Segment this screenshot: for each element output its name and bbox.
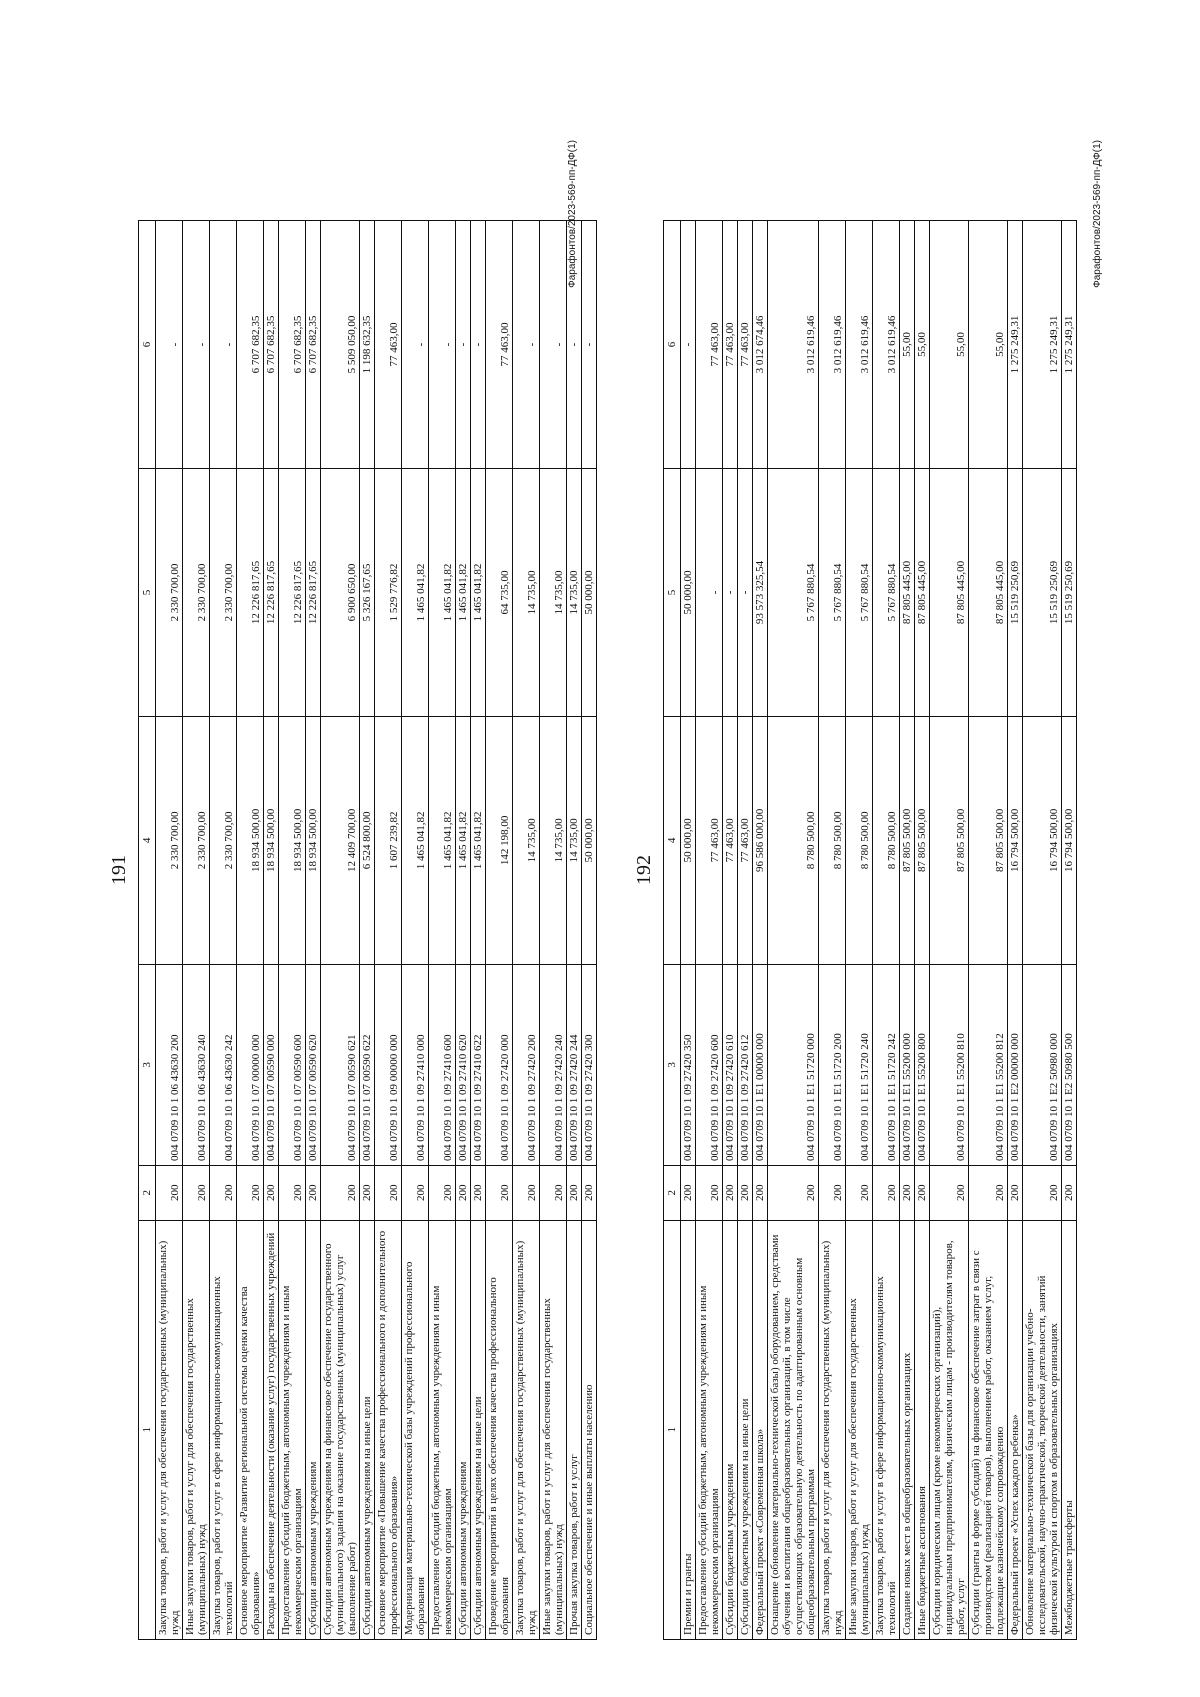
row-amount-cell: 3 012 619,46 [768, 221, 819, 469]
row-name-cell: Иные закупки товаров, работ и услуг для обеспечения государственных (муниципальных) нужд [540, 1220, 567, 1639]
row-code-cell: 200 [1062, 1165, 1077, 1220]
table-row [900, 221, 915, 1640]
table-row [156, 221, 183, 1640]
row-code-cell: 200 [969, 1165, 1008, 1220]
row-amount-cell: 6 707 682,35 [237, 221, 264, 469]
table-row [486, 221, 513, 1640]
row-kbk-cell: 004 0709 10 1 09 00000 000 [375, 964, 402, 1165]
row-amount-cell: 77 463,00 [738, 221, 753, 469]
document-page-192 [605, 60, 1125, 1680]
document-page-191 [80, 60, 600, 1680]
row-code-cell: 200 [768, 1165, 819, 1220]
row-name-cell: Модернизация материально-технической базы учреждений профессионального образования [402, 1220, 429, 1639]
row-name-cell: Иные закупки товаров, работ и услуг для обеспечения государственных (муниципальных) нужд [846, 1220, 873, 1639]
row-amount-cell: 14 735,00 [540, 716, 567, 964]
document-footer: Фарафонтов/2023-569-пп-ДФ(1) [567, 140, 578, 288]
column-header: 3 [139, 964, 156, 1165]
row-amount-cell: 3 012 619,46 [873, 221, 900, 469]
table-body [156, 221, 597, 1640]
row-code-cell: 200 [429, 1165, 456, 1220]
row-code-cell: 200 [456, 1165, 471, 1220]
row-amount-cell: 87 805 500,00 [900, 716, 915, 964]
row-amount-cell: - [567, 221, 582, 469]
row-name-cell: Закупка товаров, работ и услуг для обеспечения государственных (муниципальных) нужд [513, 1220, 540, 1639]
column-header: 1 [139, 1220, 156, 1639]
row-name-cell: Субсидии автономным учреждениям [306, 1220, 321, 1639]
row-amount-cell: - [582, 221, 597, 469]
row-kbk-cell: 004 0709 10 1 09 27420 612 [738, 964, 753, 1165]
table-row [1062, 221, 1077, 1640]
row-amount-cell: 142 198,00 [486, 716, 513, 964]
row-kbk-cell: 004 0709 10 1 E1 55200 000 [900, 964, 915, 1165]
row-kbk-cell: 004 0709 10 1 09 27410 000 [402, 964, 429, 1165]
table-row [471, 221, 486, 1640]
table-row [210, 221, 237, 1640]
row-amount-cell: 55,00 [930, 221, 969, 469]
row-name-cell: Субсидии автономным учреждениям на финансовое обеспечение государственного (муниципального) задания на оказание государственных (муниципальных) услуг (выполнение работ) [321, 1220, 360, 1639]
row-name-cell: Иные закупки товаров, работ и услуг для обеспечения государственных (муниципальных) нужд [183, 1220, 210, 1639]
row-name-cell: Создание новых мест в общеобразовательных организациях [900, 1220, 915, 1639]
row-amount-cell: - [540, 221, 567, 469]
table-row [264, 221, 279, 1640]
row-amount-cell: 1 465 041,82 [402, 469, 429, 717]
row-amount-cell: 1 465 041,82 [429, 716, 456, 964]
column-header: 1 [664, 1220, 681, 1639]
row-amount-cell: 6 524 800,00 [360, 716, 375, 964]
row-amount-cell: 6 707 682,35 [264, 221, 279, 469]
row-amount-cell: 5 767 880,54 [819, 469, 846, 717]
row-kbk-cell: 004 0709 10 1 09 27410 620 [456, 964, 471, 1165]
row-amount-cell: 1 198 632,35 [360, 221, 375, 469]
row-amount-cell: 6 707 682,35 [306, 221, 321, 469]
column-header: 4 [664, 716, 681, 964]
row-amount-cell: 2 330 700,00 [156, 716, 183, 964]
row-code-cell: 200 [471, 1165, 486, 1220]
row-code-cell: 200 [819, 1165, 846, 1220]
row-kbk-cell: 004 0709 10 1 E1 51720 240 [846, 964, 873, 1165]
table-row [582, 221, 597, 1640]
row-amount-cell: 77 463,00 [486, 221, 513, 469]
row-amount-cell: 77 463,00 [696, 221, 723, 469]
row-amount-cell: - [210, 221, 237, 469]
row-kbk-cell: 004 0709 10 1 07 00000 000 [237, 964, 264, 1165]
row-kbk-cell: 004 0709 10 1 09 27410 600 [429, 964, 456, 1165]
row-amount-cell: 87 805 500,00 [969, 716, 1008, 964]
table-row [846, 221, 873, 1640]
row-amount-cell: 87 805 445,00 [915, 469, 930, 717]
row-amount-cell: 15 519 250,69 [1008, 469, 1023, 717]
row-amount-cell: 8 780 500,00 [768, 716, 819, 964]
row-amount-cell: 8 780 500,00 [846, 716, 873, 964]
row-amount-cell: - [156, 221, 183, 469]
row-code-cell: 200 [738, 1165, 753, 1220]
row-kbk-cell: 004 0709 10 1 09 27420 350 [681, 964, 696, 1165]
row-amount-cell: 2 330 700,00 [210, 716, 237, 964]
row-kbk-cell: 004 0709 10 1 06 43630 200 [156, 964, 183, 1165]
table-row [930, 221, 969, 1640]
row-amount-cell: 5 767 880,54 [846, 469, 873, 717]
row-kbk-cell: 004 0709 10 1 09 27420 610 [723, 964, 738, 1165]
row-amount-cell: 87 805 445,00 [969, 469, 1008, 717]
row-name-cell: Предоставление субсидий бюджетным, автономным учреждениям и иным некоммерческим организациям [279, 1220, 306, 1639]
row-amount-cell: 18 934 500,00 [306, 716, 321, 964]
row-amount-cell: 18 934 500,00 [264, 716, 279, 964]
table-row [279, 221, 306, 1640]
row-amount-cell: 1 465 041,82 [429, 469, 456, 717]
row-amount-cell: - [183, 221, 210, 469]
row-amount-cell: 1 465 041,82 [456, 469, 471, 717]
row-amount-cell: 2 330 700,00 [183, 716, 210, 964]
row-kbk-cell: 004 0709 10 1 E1 51720 242 [873, 964, 900, 1165]
row-code-cell: 200 [264, 1165, 279, 1220]
row-name-cell: Премии и гранты [681, 1220, 696, 1639]
row-kbk-cell: 004 0709 10 1 07 00590 622 [360, 964, 375, 1165]
row-kbk-cell: 004 0709 10 1 09 27420 200 [513, 964, 540, 1165]
row-amount-cell: 6 707 682,35 [279, 221, 306, 469]
row-amount-cell: 5 509 050,00 [321, 221, 360, 469]
table-body [681, 221, 1077, 1640]
row-amount-cell: 87 805 500,00 [930, 716, 969, 964]
row-amount-cell: 50 000,00 [681, 469, 696, 717]
table-row [513, 221, 540, 1640]
row-name-cell: Закупка товаров, работ и услуг в сфере информационно-коммуникационных технологий [210, 1220, 237, 1639]
table-row [681, 221, 696, 1640]
row-name-cell: Субсидии автономным учреждениям [456, 1220, 471, 1639]
row-amount-cell: 50 000,00 [582, 469, 597, 717]
row-code-cell: 200 [582, 1165, 597, 1220]
row-amount-cell: 1 607 239,82 [375, 716, 402, 964]
row-kbk-cell: 004 0709 10 1 E1 55200 810 [930, 964, 969, 1165]
row-amount-cell: 77 463,00 [375, 221, 402, 469]
row-amount-cell: 15 519 250,69 [1062, 469, 1077, 717]
row-name-cell: Расходы на обеспечение деятельности (оказание услуг) государственных учреждений [264, 1220, 279, 1639]
column-header: 5 [664, 469, 681, 717]
column-header: 3 [664, 964, 681, 1165]
row-code-cell: 200 [753, 1165, 768, 1220]
row-kbk-cell: 004 0709 10 1 E2 50980 500 [1062, 964, 1077, 1165]
column-header: 2 [664, 1165, 681, 1220]
row-code-cell: 200 [696, 1165, 723, 1220]
row-amount-cell: - [723, 469, 738, 717]
row-name-cell: Основное мероприятие «Развитие региональной системы оценки качества образования» [237, 1220, 264, 1639]
row-name-cell: Субсидии (гранты в форме субсидий) на финансовое обеспечение затрат в связи с производством (реализацией товаров), выполнением работ, оказанием услуг, подлежащие казначейскому сопровождению [969, 1220, 1008, 1639]
row-amount-cell: 5 767 880,54 [873, 469, 900, 717]
row-amount-cell: 1 275 249,31 [1023, 221, 1062, 469]
row-amount-cell: 5 767 880,54 [768, 469, 819, 717]
document-footer: Фарафонтов/2023-569-пп-ДФ(1) [1092, 140, 1103, 288]
row-amount-cell: 55,00 [915, 221, 930, 469]
row-kbk-cell: 004 0709 10 1 E1 55200 800 [915, 964, 930, 1165]
table-row [915, 221, 930, 1640]
row-amount-cell: 96 586 000,00 [753, 716, 768, 964]
row-name-cell: Прочая закупка товаров, работ и услуг [567, 1220, 582, 1639]
row-amount-cell: 50 000,00 [681, 716, 696, 964]
row-amount-cell: 12 226 817,65 [264, 469, 279, 717]
table-row [1008, 221, 1023, 1640]
row-amount-cell: 14 735,00 [567, 469, 582, 717]
table-row [360, 221, 375, 1640]
row-amount-cell: 1 275 249,31 [1008, 221, 1023, 469]
table-row [375, 221, 402, 1640]
row-amount-cell: 50 000,00 [582, 716, 597, 964]
row-kbk-cell: 004 0709 10 1 06 43630 242 [210, 964, 237, 1165]
row-code-cell: 200 [375, 1165, 402, 1220]
table-row [237, 221, 264, 1640]
row-amount-cell: 77 463,00 [696, 716, 723, 964]
table-row [819, 221, 846, 1640]
row-name-cell: Проведение мероприятий в целях обеспечения качества профессионального образования [486, 1220, 513, 1639]
row-code-cell: 200 [681, 1165, 696, 1220]
row-amount-cell: 55,00 [969, 221, 1008, 469]
row-amount-cell: 3 012 674,46 [753, 221, 768, 469]
table-row [696, 221, 723, 1640]
row-kbk-cell: 004 0709 10 1 09 27420 240 [540, 964, 567, 1165]
row-amount-cell: 87 805 445,00 [930, 469, 969, 717]
row-code-cell: 200 [402, 1165, 429, 1220]
row-kbk-cell: 004 0709 10 1 E1 55200 812 [969, 964, 1008, 1165]
row-code-cell: 200 [873, 1165, 900, 1220]
row-amount-cell: 14 735,00 [540, 469, 567, 717]
column-header: 6 [664, 221, 681, 469]
row-kbk-cell: 004 0709 10 1 E1 51720 000 [768, 964, 819, 1165]
row-name-cell: Субсидии бюджетным учреждениям [723, 1220, 738, 1639]
row-kbk-cell: 004 0709 10 1 06 43630 240 [183, 964, 210, 1165]
row-amount-cell: - [429, 221, 456, 469]
row-amount-cell: - [738, 469, 753, 717]
row-amount-cell: 1 465 041,82 [471, 716, 486, 964]
row-amount-cell: 1 465 041,82 [471, 469, 486, 717]
row-code-cell: 200 [900, 1165, 915, 1220]
table-row [1023, 221, 1062, 1640]
row-amount-cell: 18 934 500,00 [237, 716, 264, 964]
row-amount-cell: 18 934 500,00 [279, 716, 306, 964]
table-row [738, 221, 753, 1640]
row-amount-cell: 14 735,00 [513, 716, 540, 964]
row-amount-cell: 12 409 700,00 [321, 716, 360, 964]
row-kbk-cell: 004 0709 10 1 E2 50980 000 [1023, 964, 1062, 1165]
row-amount-cell: 6 900 650,00 [321, 469, 360, 717]
row-code-cell: 200 [1008, 1165, 1023, 1220]
table-row [321, 221, 360, 1640]
row-kbk-cell: 004 0709 10 1 E1 51720 200 [819, 964, 846, 1165]
row-amount-cell: 87 805 445,00 [900, 469, 915, 717]
row-kbk-cell: 004 0709 10 1 07 00590 620 [306, 964, 321, 1165]
row-amount-cell: 12 226 817,65 [306, 469, 321, 717]
row-name-cell: Закупка товаров, работ и услуг в сфере информационно-коммуникационных технологий [873, 1220, 900, 1639]
table-row [567, 221, 582, 1640]
row-code-cell: 200 [540, 1165, 567, 1220]
row-code-cell: 200 [360, 1165, 375, 1220]
row-amount-cell: 2 330 700,00 [183, 469, 210, 717]
table-row [768, 221, 819, 1640]
row-name-cell: Субсидии автономным учреждениям на иные цели [360, 1220, 375, 1639]
row-amount-cell: - [402, 221, 429, 469]
row-name-cell: Оснащение (обновление материально-технической базы) оборудованием, средствами обучения и воспитания общеобразовательных организаций, в том числе осуществляющих образовательную деятельность по адаптированным основным общеобразовательным программам [768, 1220, 819, 1639]
row-amount-cell: 3 012 619,46 [846, 221, 873, 469]
column-header: 5 [139, 469, 156, 717]
row-name-cell: Обновление материально-технической базы для организации учебно-исследовательской, научно-практической, творческой деятельности, занятий физической культурой и спортом в образовательных организациях [1023, 1220, 1062, 1639]
column-header: 6 [139, 221, 156, 469]
row-amount-cell: 77 463,00 [723, 716, 738, 964]
table-row [723, 221, 738, 1640]
table-row [969, 221, 1008, 1640]
row-amount-cell: 12 226 817,65 [279, 469, 306, 717]
row-amount-cell: 8 780 500,00 [819, 716, 846, 964]
column-header: 4 [139, 716, 156, 964]
row-name-cell: Субсидии юридическим лицам (кроме некоммерческих организаций), индивидуальным предпринимателям, физическим лицам - производителям товаров, работ, услуг [930, 1220, 969, 1639]
column-header: 2 [139, 1165, 156, 1220]
row-kbk-cell: 004 0709 10 1 09 27420 000 [486, 964, 513, 1165]
row-amount-cell: - [456, 221, 471, 469]
table-row [429, 221, 456, 1640]
row-amount-cell: 16 794 500,00 [1062, 716, 1077, 964]
row-kbk-cell: 004 0709 10 1 09 27420 300 [582, 964, 597, 1165]
row-code-cell: 200 [846, 1165, 873, 1220]
row-amount-cell: 12 226 817,65 [237, 469, 264, 717]
row-code-cell: 200 [306, 1165, 321, 1220]
row-amount-cell: 1 275 249,31 [1062, 221, 1077, 469]
row-amount-cell: 77 463,00 [738, 716, 753, 964]
table-row [873, 221, 900, 1640]
row-name-cell: Федеральный проект «Успех каждого ребенка» [1008, 1220, 1023, 1639]
row-name-cell: Федеральный проект «Современная школа» [753, 1220, 768, 1639]
row-amount-cell: 14 735,00 [567, 716, 582, 964]
row-amount-cell: 55,00 [900, 221, 915, 469]
page-number: 192 [633, 855, 655, 885]
row-name-cell: Основное мероприятие «Повышение качества профессионального и дополнительного профессионального образования» [375, 1220, 402, 1639]
row-kbk-cell: 004 0709 10 1 09 27420 600 [696, 964, 723, 1165]
table-row [753, 221, 768, 1640]
row-code-cell: 200 [156, 1165, 183, 1220]
budget-table [138, 220, 597, 1640]
row-code-cell: 200 [723, 1165, 738, 1220]
row-amount-cell: 14 735,00 [513, 469, 540, 717]
row-amount-cell: 3 012 619,46 [819, 221, 846, 469]
row-code-cell: 200 [210, 1165, 237, 1220]
row-code-cell: 200 [567, 1165, 582, 1220]
row-code-cell: 200 [915, 1165, 930, 1220]
row-name-cell: Субсидии автономным учреждениям на иные цели [471, 1220, 486, 1639]
row-code-cell: 200 [321, 1165, 360, 1220]
row-amount-cell: 87 805 500,00 [915, 716, 930, 964]
row-amount-cell: 77 463,00 [723, 221, 738, 469]
row-code-cell: 200 [1023, 1165, 1062, 1220]
row-amount-cell: - [696, 469, 723, 717]
table-row [183, 221, 210, 1640]
table-header-row [664, 221, 681, 1640]
row-amount-cell: 15 519 250,69 [1023, 469, 1062, 717]
row-name-cell: Закупка товаров, работ и услуг для обеспечения государственных (муниципальных) нужд [819, 1220, 846, 1639]
row-code-cell: 200 [237, 1165, 264, 1220]
row-amount-cell: 2 330 700,00 [156, 469, 183, 717]
row-amount-cell: 93 573 325,54 [753, 469, 768, 717]
row-kbk-cell: 004 0709 10 1 07 00590 600 [279, 964, 306, 1165]
row-code-cell: 200 [513, 1165, 540, 1220]
row-amount-cell: 1 465 041,82 [402, 716, 429, 964]
row-kbk-cell: 004 0709 10 1 07 00590 000 [264, 964, 279, 1165]
row-amount-cell: 2 330 700,00 [210, 469, 237, 717]
row-code-cell: 200 [183, 1165, 210, 1220]
row-amount-cell: 16 794 500,00 [1008, 716, 1023, 964]
row-kbk-cell: 004 0709 10 1 E2 00000 000 [1008, 964, 1023, 1165]
table-row [306, 221, 321, 1640]
row-amount-cell: 5 326 167,65 [360, 469, 375, 717]
budget-table [663, 220, 1077, 1640]
row-name-cell: Закупка товаров, работ и услуг для обеспечения государственных (муниципальных) нужд [156, 1220, 183, 1639]
row-name-cell: Предоставление субсидий бюджетным, автономным учреждениям и иным некоммерческим организациям [429, 1220, 456, 1639]
row-amount-cell: - [513, 221, 540, 469]
row-amount-cell: - [681, 221, 696, 469]
row-amount-cell: 64 735,00 [486, 469, 513, 717]
row-amount-cell: 1 529 776,82 [375, 469, 402, 717]
row-amount-cell: 16 794 500,00 [1023, 716, 1062, 964]
row-amount-cell: 1 465 041,82 [456, 716, 471, 964]
table-row [402, 221, 429, 1640]
row-name-cell: Предоставление субсидий бюджетным, автономным учреждениям и иным некоммерческим организациям [696, 1220, 723, 1639]
row-name-cell: Социальное обеспечение и иные выплаты населению [582, 1220, 597, 1639]
row-name-cell: Межбюджетные трансферты [1062, 1220, 1077, 1639]
table-row [456, 221, 471, 1640]
table-row [540, 221, 567, 1640]
row-amount-cell: 8 780 500,00 [873, 716, 900, 964]
row-kbk-cell: 004 0709 10 1 09 27410 622 [471, 964, 486, 1165]
row-name-cell: Иные бюджетные ассигнования [915, 1220, 930, 1639]
row-name-cell: Субсидии бюджетным учреждениям на иные цели [738, 1220, 753, 1639]
row-code-cell: 200 [279, 1165, 306, 1220]
row-kbk-cell: 004 0709 10 1 07 00590 621 [321, 964, 360, 1165]
row-amount-cell: - [471, 221, 486, 469]
table-header-row [139, 221, 156, 1640]
row-kbk-cell: 004 0709 10 1 09 27420 244 [567, 964, 582, 1165]
row-code-cell: 200 [486, 1165, 513, 1220]
row-kbk-cell: 004 0709 10 1 E1 00000 000 [753, 964, 768, 1165]
row-code-cell: 200 [930, 1165, 969, 1220]
page-number: 191 [108, 855, 130, 885]
